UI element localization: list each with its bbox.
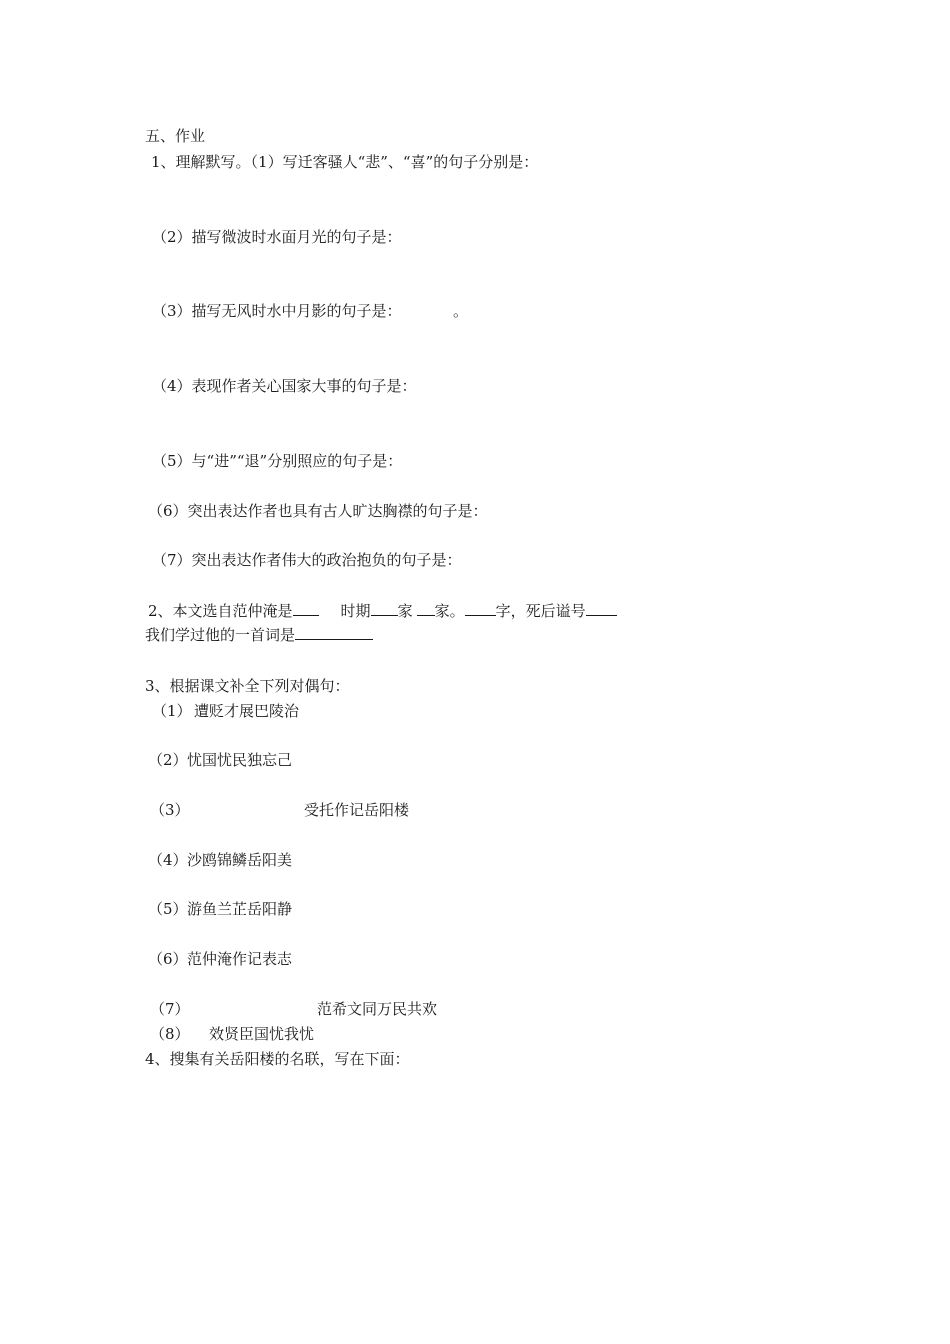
q2-text-a: 2、本文选自范仲淹是 bbox=[148, 602, 293, 620]
blank-line bbox=[371, 600, 398, 616]
q2-text-e: 字，死后谥号 bbox=[495, 602, 586, 620]
q3-item-4-num: （4） bbox=[148, 851, 188, 869]
q3-item-2-text: 忧国忧民独忘己 bbox=[187, 751, 293, 769]
q3-item-3-num: （3） bbox=[150, 801, 190, 819]
blank-line bbox=[293, 600, 319, 616]
q3-item-6-text: 范仲淹作记表志 bbox=[187, 950, 293, 968]
q3-item-3-text: 受托作记岳阳楼 bbox=[304, 801, 410, 819]
q1-item-3: （3）描写无风时水中月影的句子是： bbox=[152, 302, 402, 320]
q3-item-6-num: （6） bbox=[148, 950, 188, 968]
q1-item-5: （5）与“进”“退”分别照应的句子是： bbox=[152, 452, 403, 470]
q3-item-8-num: （8） bbox=[150, 1025, 190, 1043]
q3-item-5-text: 游鱼兰芷岳阳静 bbox=[187, 900, 293, 918]
q1-item-6: （6）突出表达作者也具有古人旷达胸襟的句子是： bbox=[148, 502, 488, 520]
blank-line bbox=[417, 600, 435, 616]
q3-item-7-num: （7） bbox=[150, 1000, 190, 1018]
q3-item-1-text: 遭贬才展巴陵治 bbox=[194, 702, 300, 720]
q3-intro: 3、根据课文补全下列对偶句： bbox=[145, 677, 350, 695]
q1-item-7: （7）突出表达作者伟大的政治抱负的句子是： bbox=[152, 551, 462, 569]
q1-item-4: （4）表现作者关心国家大事的句子是： bbox=[152, 377, 417, 395]
q4-text: 4、搜集有关岳阳楼的名联，写在下面： bbox=[145, 1050, 410, 1068]
q2-text-c: 家 bbox=[397, 602, 413, 620]
q3-item-7-text: 范希文同万民共欢 bbox=[317, 1000, 438, 1018]
blank-line bbox=[465, 600, 496, 616]
blank-line bbox=[586, 600, 617, 616]
q2-line-1 bbox=[148, 600, 617, 621]
blank-line bbox=[295, 624, 373, 640]
q1-item-3-end: 。 bbox=[453, 302, 469, 320]
q3-item-5-num: （5） bbox=[148, 900, 188, 918]
q3-item-8-text: 效贤臣国忧我忧 bbox=[209, 1025, 315, 1043]
q1-intro: 1、理解默写。（1）写迁客骚人“悲”、“喜”的句子分别是： bbox=[151, 153, 539, 171]
q2-text-f: 我们学过他的一首词是 bbox=[145, 626, 296, 644]
q2-text-b: 时期 bbox=[340, 602, 371, 620]
section-heading: 五、作业 bbox=[145, 127, 206, 145]
q1-item-2: （2）描写微波时水面月光的句子是： bbox=[152, 228, 402, 246]
q2-text-d: 家。 bbox=[434, 602, 465, 620]
q3-item-2-num: （2） bbox=[148, 751, 188, 769]
q3-item-1-num: （1） bbox=[152, 702, 192, 720]
q3-item-4-text: 沙鸥锦鳞岳阳美 bbox=[187, 851, 293, 869]
q2-line-2 bbox=[145, 624, 373, 645]
